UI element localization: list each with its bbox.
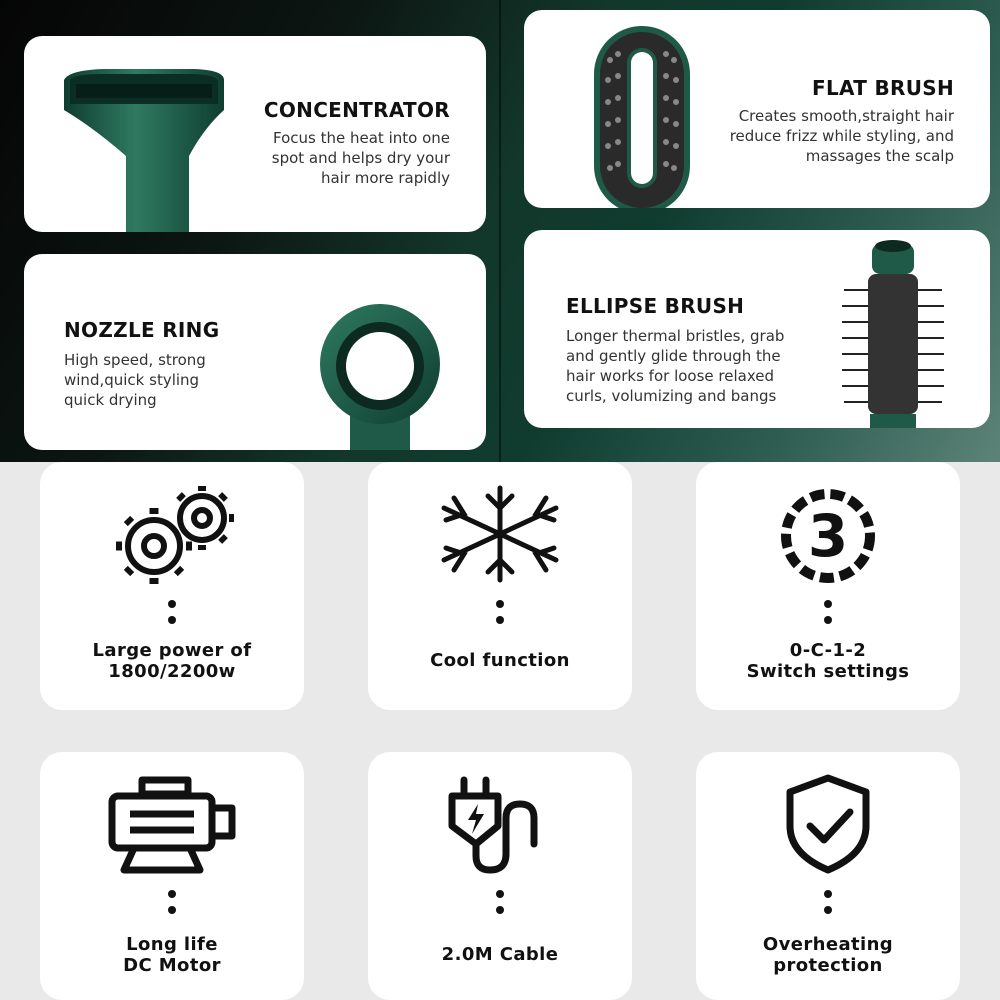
ellipse-brush-image [834, 230, 964, 428]
separator-dots [167, 600, 177, 630]
separator-dots [495, 600, 505, 630]
nozzle-ring-description: High speed, strong wind,quick styling quick drying [64, 351, 206, 409]
hero-section [0, 0, 1000, 462]
concentrator-card [24, 36, 486, 232]
gears-icon [102, 484, 242, 584]
feature-card-switch [696, 462, 960, 710]
concentrator-title: CONCENTRATOR [263, 98, 450, 122]
feature-label-overheating: Overheating protection [762, 934, 894, 976]
flat-brush-card [524, 10, 990, 208]
feature-card-motor [40, 752, 304, 1000]
feature-grid [0, 462, 1000, 1000]
nozzle-ring-image [314, 254, 464, 450]
flat-brush-image [590, 10, 700, 208]
feature-card-cool [368, 462, 632, 710]
nozzle-ring-title: NOZZLE RING [64, 318, 220, 342]
feature-label-switch: 0-C-1-2 Switch settings [746, 640, 910, 682]
concentrator-description: Focus the heat into one spot and helps dry your hair more rapidly [271, 129, 450, 187]
feature-card-overheating [696, 752, 960, 1000]
concentrator-image [64, 36, 264, 232]
feature-label-cool: Cool function [430, 650, 570, 671]
feature-label-cable: 2.0M Cable [441, 944, 559, 965]
shield-check-icon [758, 774, 898, 874]
flat-brush-title: FLAT BRUSH [812, 76, 954, 100]
feature-label-power: Large power of 1800/2200w [92, 640, 252, 682]
motor-icon [102, 774, 242, 874]
ellipse-brush-card [524, 230, 990, 428]
number-three-icon [758, 484, 898, 584]
nozzle-ring-card [24, 254, 486, 450]
svg-text:3: 3 [807, 502, 849, 570]
separator-dots [823, 890, 833, 920]
separator-dots [495, 890, 505, 920]
flat-brush-description: Creates smooth,straight hair reduce frizz while styling, and massages the scalp [729, 107, 954, 165]
ellipse-brush-description: Longer thermal bristles, grab and gently glide through the hair works for loose relaxed curls, volumizing and bangs [566, 327, 785, 405]
separator-dots [823, 600, 833, 630]
ellipse-brush-title: ELLIPSE BRUSH [566, 294, 745, 318]
separator-dots [167, 890, 177, 920]
feature-card-cable [368, 752, 632, 1000]
snowflake-icon [430, 484, 570, 584]
power-plug-icon [430, 774, 570, 874]
feature-label-motor: Long life DC Motor [123, 934, 221, 976]
feature-card-power [40, 462, 304, 710]
